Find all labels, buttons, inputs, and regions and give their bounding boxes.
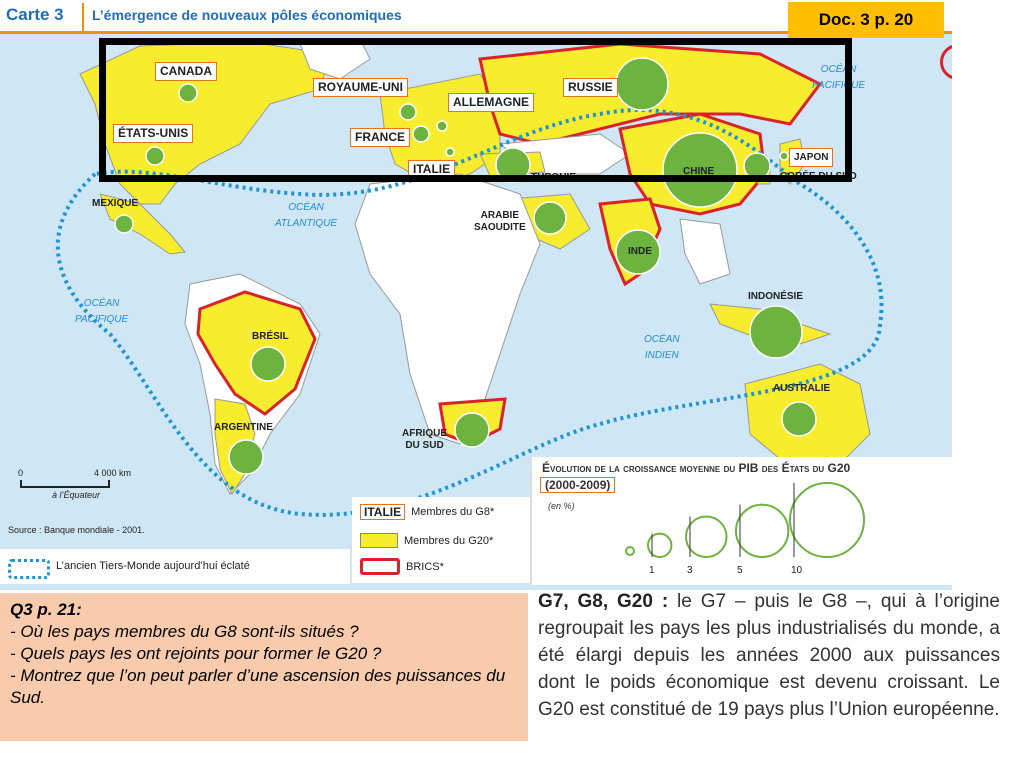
doc-reference: Doc. 3 p. 20 [788,2,944,38]
scale-zero: 0 [18,468,24,478]
label-allemagne: ALLEMAGNE [448,93,534,112]
legend-g8-sample: ITALIE [360,504,405,520]
legend-brics-label: BRICS* [406,560,444,573]
growth-legend-title: Évolution de la croissance moyenne du PIB des États du G20 [542,461,851,475]
label-australie: AUSTRALIE [773,383,831,394]
legend-g20-label: Membres du G20* [404,534,494,547]
question-line-3: - Montrez que l’on peut parler d’une ascension des puissances du Sud. [10,666,506,707]
label-afrique-du-sud: AFRIQUE DU SUD [402,428,447,451]
label-bresil: BRÉSIL [252,331,289,342]
growth-circle-south-africa [455,413,489,447]
label-mexique: MEXIQUE [92,198,139,209]
growth-circle-australia [782,402,816,436]
g8-highlight-box [99,38,852,182]
growth-circle-indonesia [750,306,802,358]
legend-row-brics [360,558,444,575]
label-france: FRANCE [350,128,410,147]
label-japon: JAPON [789,148,833,167]
label-canada: CANADA [155,62,217,81]
source-note: Source : Banque mondiale - 2001. [8,525,145,535]
legend-row-g20 [360,533,493,548]
label-indonesie: INDONÉSIE [748,291,804,302]
label-coree: CORÉE DU SUD [780,171,857,182]
scale-tick-start [20,480,22,488]
growth-circle-10 [790,483,864,557]
growth-label-5: 5 [737,565,743,576]
label-etats-unis: ÉTATS-UNIS [113,124,193,143]
label-russie: RUSSIE [563,78,618,97]
question-title: Q3 p. 21: [10,600,82,619]
scale-note: à l’Équateur [52,490,101,500]
map-title: L’émergence de nouveaux pôles économiques [92,7,402,23]
label-italie: ITALIE [408,160,455,179]
legend-row-g8 [360,504,494,520]
legend-brics-swatch [360,558,400,575]
legend-g20-swatch [360,533,398,548]
scale-tick-end [108,480,110,488]
carte-label: Carte 3 [6,5,64,24]
label-ocean-atlantique: OCÉAN ATLANTIQUE [275,202,338,229]
growth-circle-3 [686,516,727,557]
definition-text: le G7 – puis le G8 –, qui à l’origine regroupait les pays les plus industrialisés du monde, a été élargi depuis les années 2000 aux puissances dont le poids économique est devenu croissant. Le G20 est constitué de 19 pays plus l’Union européenne. [538,591,1001,720]
growth-circles [532,457,952,585]
growth-circle-mexique [115,215,133,233]
growth-circle-min [626,547,634,555]
scale-line [20,486,110,488]
label-ocean-indien: OCÉAN INDIEN [644,334,680,361]
label-argentine: ARGENTINE [214,422,273,433]
legend-g8-label: Membres du G8* [411,506,495,518]
label-chine: CHINE [683,166,715,177]
growth-label-10: 10 [791,565,803,576]
label-royaume-uni: ROYAUME-UNI [313,78,408,97]
question-line-2: - Quels pays les ont rejoints pour former le G20 ? [10,644,382,663]
scale-bar [14,468,154,508]
growth-circle-brazil [251,347,285,381]
growth-circle-5 [736,505,788,557]
question-line-1: - Où les pays membres du G8 sont-ils situés ? [10,622,359,641]
legend-tiers-monde: L’ancien Tiers-Monde aujourd’hui éclaté [56,560,250,572]
label-ocean-pacifique-ouest: OCÉAN PACIFIQUE [75,298,129,325]
growth-circle-saudi [534,202,566,234]
label-arabie: ARABIE SAOUDITE [474,210,526,233]
growth-legend-period: (2000-2009) [540,477,615,493]
growth-label-3: 3 [687,565,693,576]
question-panel [0,593,528,741]
label-ocean-pacifique-est: OCÉAN PACIFIQUE [812,64,866,91]
growth-legend-panel [530,457,952,585]
tiers-monde-legend-icon [8,559,50,579]
growth-label-1: 1 [649,565,655,576]
header-separator [82,3,84,31]
growth-legend-unit: (en %) [548,501,575,511]
label-inde: INDE [628,246,652,257]
label-turquie: TURQUIE [531,172,576,183]
growth-circle-argentina [229,440,263,474]
scale-distance: 4 000 km [94,468,132,478]
definition-term: G7, G8, G20 : [538,591,669,612]
definition-panel [538,588,1000,766]
